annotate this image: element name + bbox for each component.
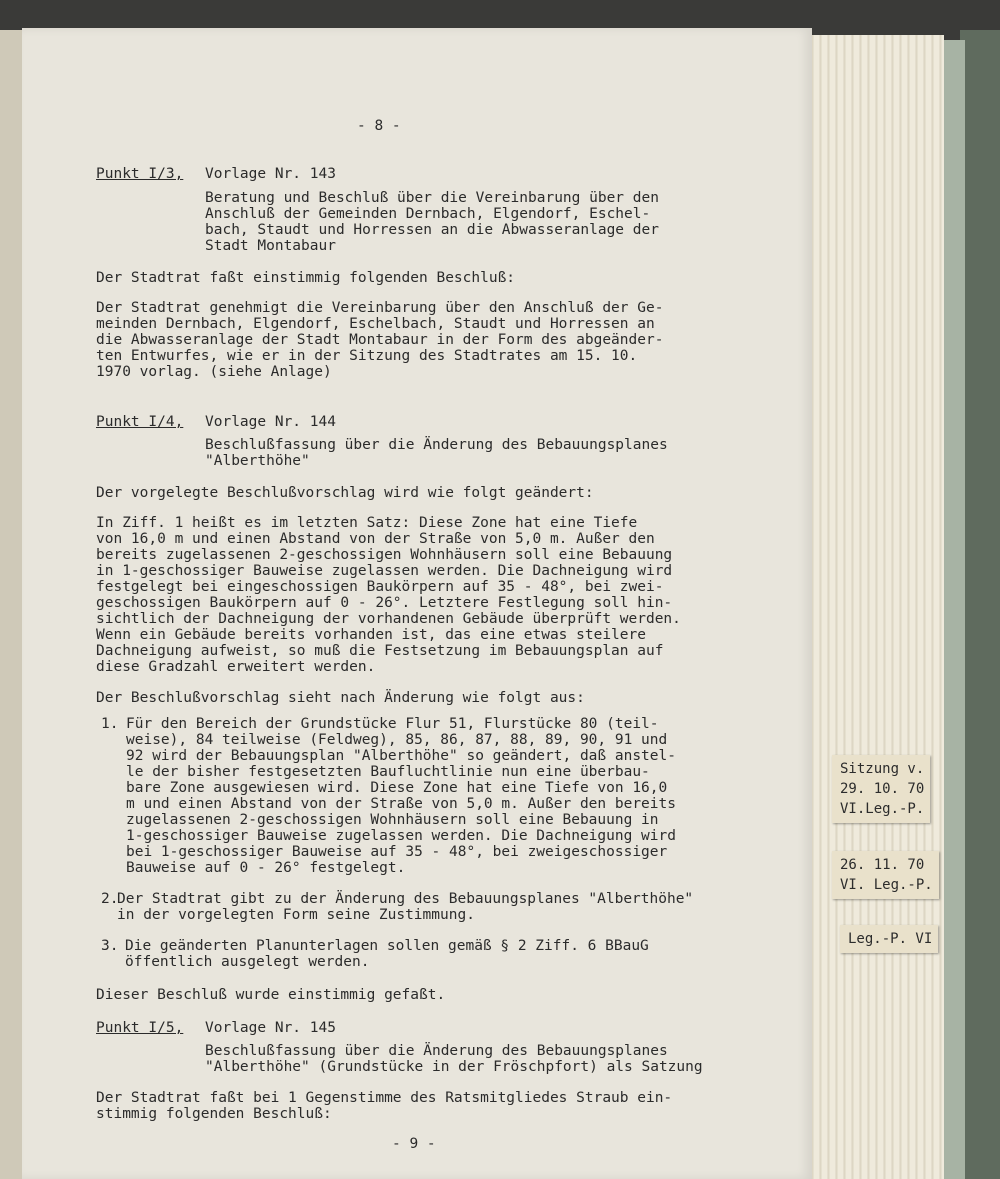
binder-cover: [960, 30, 1000, 1179]
footer-page-number: - 9 -: [392, 1136, 436, 1152]
punkt-i3-decision-intro: Der Stadtrat faßt einstimmig folgenden Beschluß:: [96, 270, 516, 286]
index-tab[interactable]: 26. 11. 70 VI. Leg.-P.: [832, 851, 939, 899]
punkt-i4-subject: Beschlußfassung über die Änderung des Bebauungsplanes "Alberthöhe": [205, 437, 668, 469]
punkt-i4-changed-intro: Der vorgelegte Beschlußvorschlag wird wie folgt geändert:: [96, 485, 594, 501]
punkt-i4-changed-text: In Ziff. 1 heißt es im letzten Satz: Diese Zone hat eine Tiefe von 16,0 m und einen Abstand von der Straße von 5,0 m. Außer den bereits zugelassenen 2-geschossigen Wohnhäusern soll eine Bebauung in 1-geschossiger Bauweise zugelassen werden. Die Dachneigung wird festgelegt bei eingeschossigen Baukörpern auf 35 - 48°, bei zwei- geschossigen Baukörpern auf 0 - 26°. Letztere Festlegung soll hin- sichtlich der Dachneigung der vorhandenen Gebäude überprüft werden. Wenn ein Gebäude bereits vorhanden ist, das eine etwas steilere Dachneigung aufweist, so muß die Festsetzung im Bebauungsplan auf diese Gradzahl erweitert werden.: [96, 515, 681, 675]
punkt-i5-decision-intro: Der Stadtrat faßt bei 1 Gegenstimme des Ratsmitgliedes Straub ein- stimmig folgenden Beschluß:: [96, 1090, 673, 1122]
list-item-text: Der Stadtrat gibt zu der Änderung des Bebauungsplanes "Alberthöhe" in der vorgelegten Form seine Zustimmung.: [117, 891, 694, 923]
punkt-i5-vorlage: Vorlage Nr. 145: [205, 1020, 336, 1036]
punkt-i5-subject: Beschlußfassung über die Änderung des Bebauungsplanes "Alberthöhe" (Grundstücke in der Fröschpfort) als Satzung: [205, 1043, 703, 1075]
punkt-i4-proposal-intro: Der Beschlußvorschlag sieht nach Änderung wie folgt aus:: [96, 690, 585, 706]
punkt-i3-vorlage: Vorlage Nr. 143: [205, 166, 336, 182]
index-tab[interactable]: Sitzung v. 29. 10. 70 VI.Leg.-P.: [832, 755, 930, 823]
list-item-text: Für den Bereich der Grundstücke Flur 51, Flurstücke 80 (teil- weise), 84 teilweise (Feldweg), 85, 86, 87, 88, 89, 90, 91 und 92 wird der Bebauungsplan "Alberthöhe" so geändert, daß anstel- le der bisher festgesetzten Baufluchtlinie nun eine überbau- bare Zone ausgewiesen wird. Diese Zone hat eine Tiefe von 16,0 m und einen Abstand von der Straße von 5,0 m. Außer den bereits zugelassenen 2-geschossigen Wohnhäusern soll eine Bebauung in 1-geschossiger Bauweise zugelassen werden. Die Dachneigung wird bei 1-geschossiger Bauweise auf 35 - 48°, bei zweigeschossiger Bauweise auf 0 - 26° festgelegt.: [126, 716, 676, 876]
punkt-i3-subject: Beratung und Beschluß über die Vereinbarung über den Anschluß der Gemeinden Dernbach, Elgendorf, Eschel- bach, Staudt und Horressen an die Abwasseranlage der Stadt Montabaur: [205, 190, 659, 254]
list-item-text: Die geänderten Planunterlagen sollen gemäß § 2 Ziff. 6 BBauG öffentlich ausgelegt werden.: [125, 938, 649, 970]
punkt-i5-heading: Punkt I/5,: [96, 1020, 184, 1036]
punkt-i3-heading: Punkt I/3,: [96, 166, 184, 182]
punkt-i4-vorlage: Vorlage Nr. 144: [205, 414, 336, 430]
punkt-i3-decision: Der Stadtrat genehmigt die Vereinbarung über den Anschluß der Ge- meinden Dernbach, Elgendorf, Eschelbach, Staudt und Horressen an die Abwasseranlage der Stadt Montabaur in der Form des abgeänder- ten Entwurfes, wie er in der Sitzung des Stadtrates am 15. 10. 1970 vorlag. (siehe Anlage): [96, 300, 664, 380]
header-page-number: - 8 -: [357, 118, 401, 134]
punkt-i4-heading: Punkt I/4,: [96, 414, 184, 430]
list-item-number: 1.: [101, 716, 119, 732]
list-item-number: 3.: [101, 938, 119, 954]
index-tab[interactable]: Leg.-P. VI: [840, 925, 938, 953]
list-item-number: 2.: [101, 891, 119, 907]
page-stack: [806, 35, 944, 1179]
facing-page-edge: [0, 30, 22, 1179]
punkt-i4-closing: Dieser Beschluß wurde einstimmig gefaßt.: [96, 987, 446, 1003]
